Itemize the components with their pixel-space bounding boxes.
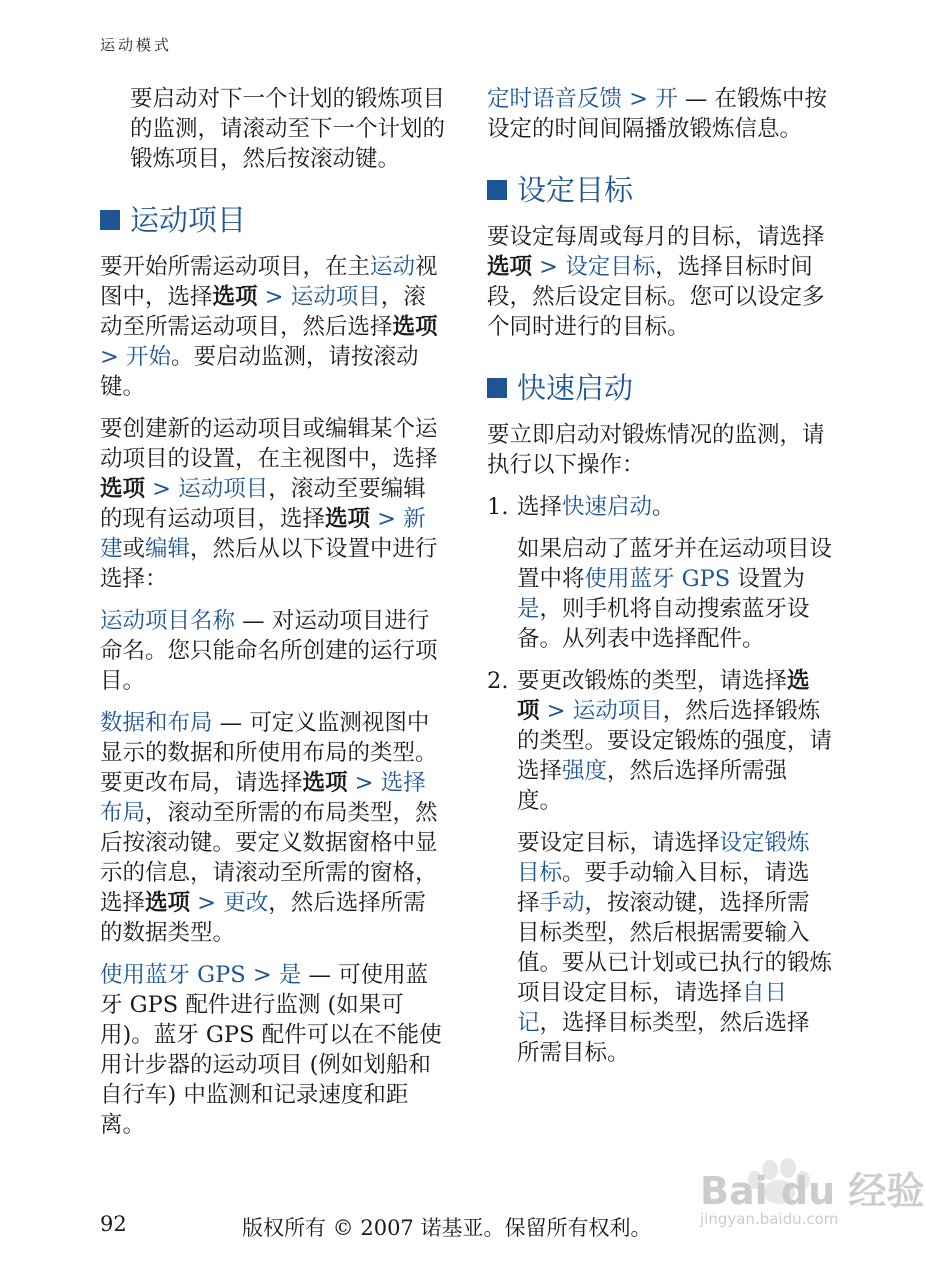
paragraph (130, 84, 445, 174)
section-heading-quick-start: 快速启动 (487, 370, 832, 406)
paragraph: 定时语音反馈 > 开 — 在锻炼中按设定的时间间隔播放锻炼信息。 (487, 86, 828, 142)
running-header: 运动模式 (100, 36, 173, 54)
paragraph: 使用蓝牙 GPS > 是 — 可使用蓝牙 GPS 配件进行监测 (如果可用)。蓝牙 GPS 配件可以在不能使用计步器的运动项目 (例如划船和自行车) 中监测和记录速度和距离。 (100, 962, 442, 1138)
list-sub-paragraph: 要设定目标，请选择设定锻炼目标。要手动输入目标，请选择手动，按滚动键，选择所需目标类型，然后根据需要输入值。要从已计划或已执行的锻炼项目设定目标，请选择自日记，选择目标类型，然后选择所需目标。 (517, 830, 833, 1066)
paragraph: 要立即启动对锻炼情况的监测，请执行以下操作： (487, 422, 825, 478)
paragraph: 数据和布局 — 可定义监测视图中显示的数据和所使用布局的类型。要更改布局，请选择选项 > 选择布局，滚动至所需的布局类型，然后按滚动键。要定义数据窗格中显示的信息，请滚动至所需的窗格，选择选项 > 更改，然后选择所需的数据类型。 (100, 710, 438, 946)
left-column (100, 84, 445, 1152)
list-item: 1. 选择快速启动。 (487, 494, 675, 520)
paragraph: 要开始所需运动项目，在主运动视图中，选择选项 > 运动项目，滚动至所需运动项目，然后选择选项 > 开始。要启动监测，请按滚动键。 (100, 254, 438, 400)
watermark-logo-text: Bai du 经验 (700, 1169, 925, 1213)
square-bullet-icon (100, 210, 120, 230)
paragraph: 要创建新的运动项目或编辑某个运动项目的设置，在主视图中，选择选项 > 运动项目，滚动至要编辑的现有运动项目，选择选项 > 新建或编辑，然后从以下设置中进行选择： (100, 416, 438, 592)
paragraph: 要设定每周或每月的目标，请选择选项 > 设定目标，选择目标时间段，然后设定目标。您可以设定多个同时进行的目标。 (487, 224, 825, 340)
list-sub-paragraph: 如果启动了蓝牙并在运动项目设置中将使用蓝牙 GPS 设置为是，则手机将自动搜索蓝牙设备。从列表中选择配件。 (517, 536, 833, 652)
copyright-notice: 版权所有 © 2007 诺基亚。保留所有权利。 (242, 1216, 652, 1240)
section-heading-workouts: 运动项目 (100, 202, 445, 238)
section-heading-set-goals: 设定目标 (487, 172, 832, 208)
list-item: 2. 要更改锻炼的类型，请选择选项 > 运动项目，然后选择锻炼的类型。要设定锻炼的强度，请选择强度，然后选择所需强度。 (487, 668, 833, 814)
right-column (487, 84, 832, 1080)
text: 要启动对下一个计划的锻炼项目的监测，请滚动至下一个计划的锻炼项目，然后按滚动键。 (130, 86, 446, 172)
watermark-url: jingyan.baidu.com (700, 1210, 839, 1228)
paragraph: 运动项目名称 — 对运动项目进行命名。您只能命名所创建的运行项目。 (100, 608, 438, 694)
square-bullet-icon (487, 378, 507, 398)
square-bullet-icon (487, 180, 507, 200)
page-number: 92 (100, 1212, 127, 1236)
